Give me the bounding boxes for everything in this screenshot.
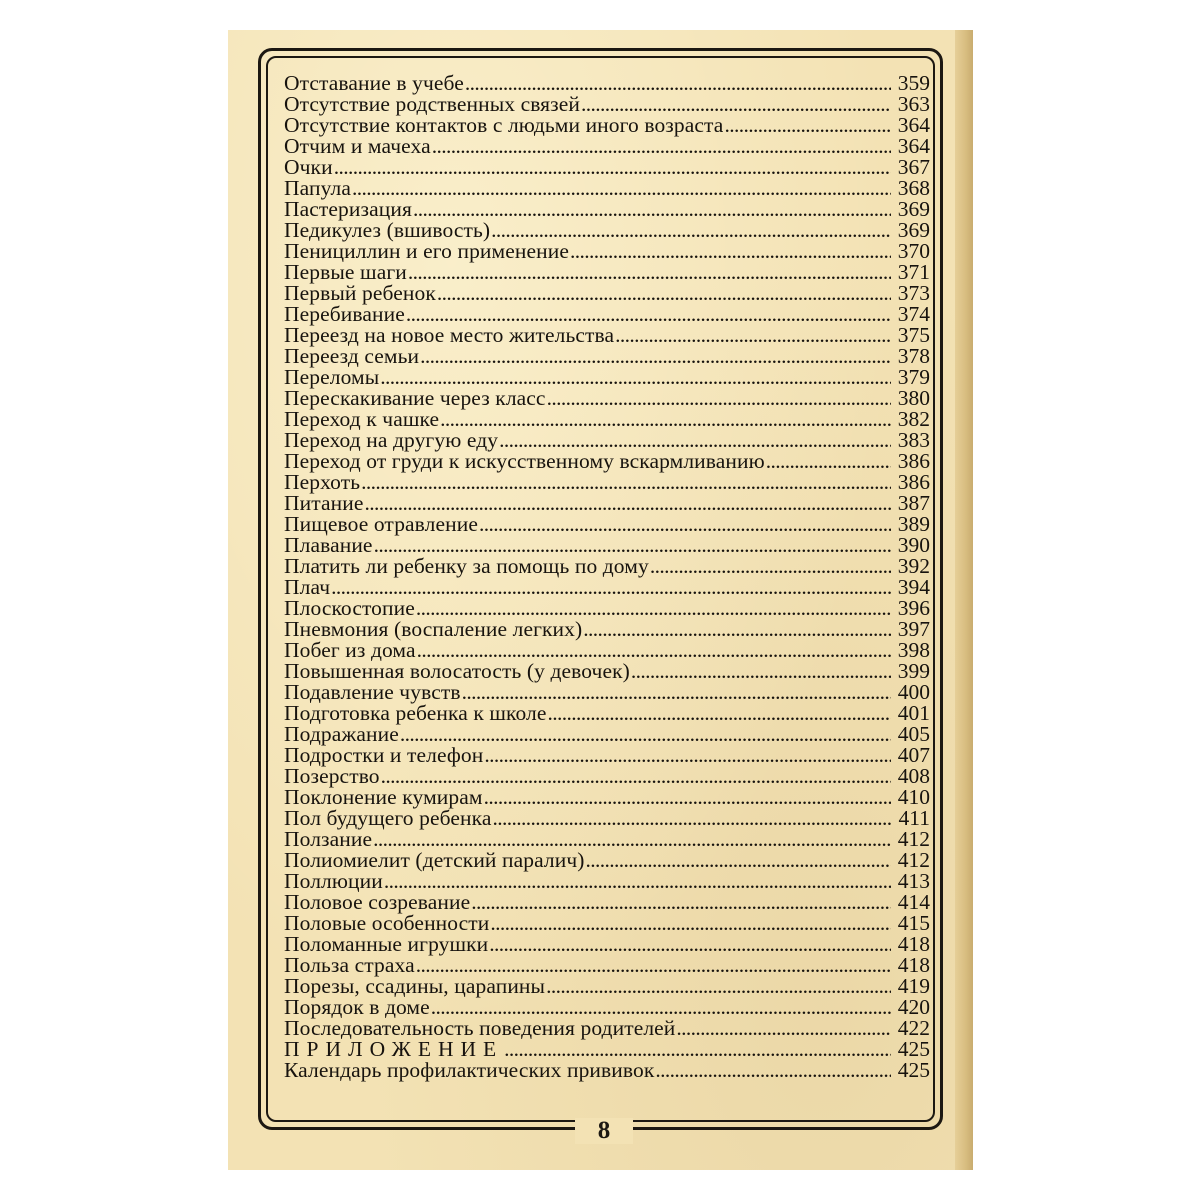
toc-entry xyxy=(284,199,930,220)
dot-leader xyxy=(548,703,892,724)
toc-entry xyxy=(284,262,930,283)
toc-entry xyxy=(284,157,930,178)
toc-entry-title: Позерство xyxy=(284,764,380,788)
dot-leader xyxy=(361,472,891,493)
toc-entry-title: Последовательность поведения родителей xyxy=(284,1016,676,1040)
dot-leader xyxy=(440,409,891,430)
toc-entry-page: 368 xyxy=(897,176,930,200)
toc-entry xyxy=(284,220,930,241)
toc-entry xyxy=(284,73,930,94)
toc-entry xyxy=(284,472,930,493)
toc-entry xyxy=(284,976,930,997)
dot-leader xyxy=(631,661,891,682)
page-number: 8 xyxy=(597,1117,611,1144)
toc-entry xyxy=(284,493,930,514)
toc-entry-title: Календарь профилактических прививок xyxy=(284,1058,655,1082)
dot-leader xyxy=(431,997,891,1018)
toc-entry-title: Порядок в доме xyxy=(284,995,430,1019)
dot-leader xyxy=(583,619,891,640)
page-edge xyxy=(955,30,973,1170)
toc-entry-title: Поллюции xyxy=(284,869,383,893)
dot-leader xyxy=(334,157,891,178)
toc-entry-title: Подавление чувств xyxy=(284,680,461,704)
toc-entry-page: 374 xyxy=(897,302,930,326)
toc-entry xyxy=(284,619,930,640)
dot-leader xyxy=(479,514,891,535)
toc-entry xyxy=(284,304,930,325)
toc-entry xyxy=(284,661,930,682)
toc-entry-title: Переход от груди к искусственному вскармливанию xyxy=(284,449,765,473)
toc-entry-page: 380 xyxy=(897,386,930,410)
dot-leader xyxy=(570,241,891,262)
toc-entry-page: 386 xyxy=(897,449,930,473)
toc-entry-title: Платить ли ребенку за помощь по дому xyxy=(284,554,649,578)
toc-entry xyxy=(284,703,930,724)
toc-entry-page: 401 xyxy=(897,701,930,725)
toc-entry xyxy=(284,514,930,535)
toc-entry xyxy=(284,388,930,409)
toc-entry-title: Отсутствие контактов с людьми иного возраста xyxy=(284,113,724,137)
toc-entry-title: Польза страха xyxy=(284,953,415,977)
toc-entry-title: Переломы xyxy=(284,365,380,389)
toc-entry xyxy=(284,94,930,115)
toc-entry-title: Плавание xyxy=(284,533,373,557)
dot-leader xyxy=(766,451,891,472)
toc-entry xyxy=(284,955,930,976)
dot-leader xyxy=(489,934,891,955)
toc-entry xyxy=(284,997,930,1018)
toc-entry xyxy=(284,1060,930,1081)
toc-entry-page: 387 xyxy=(897,491,930,515)
toc-entry-page: 413 xyxy=(897,869,930,893)
toc-entry-page: 410 xyxy=(897,785,930,809)
toc-entry-page: 371 xyxy=(897,260,930,284)
table-of-contents xyxy=(284,73,930,1081)
dot-leader xyxy=(491,220,891,241)
toc-entry xyxy=(284,745,930,766)
toc-entry-page: 389 xyxy=(897,512,930,536)
toc-entry-page: 412 xyxy=(897,848,930,872)
toc-entry-title: ПРИЛОЖЕНИЕ xyxy=(284,1037,504,1061)
dot-leader xyxy=(365,493,892,514)
dot-leader xyxy=(547,388,891,409)
toc-entry-page: 405 xyxy=(897,722,930,746)
dot-leader xyxy=(420,346,891,367)
toc-entry-page: 369 xyxy=(897,218,930,242)
toc-entry xyxy=(284,430,930,451)
dot-leader xyxy=(380,367,891,388)
toc-entry xyxy=(284,1039,930,1060)
toc-entry-title: Пневмония (воспаление легких) xyxy=(284,617,583,641)
toc-entry xyxy=(284,934,930,955)
dot-leader xyxy=(581,94,891,115)
toc-entry-page: 369 xyxy=(897,197,930,221)
dot-leader xyxy=(416,955,891,976)
toc-entry xyxy=(284,682,930,703)
toc-entry xyxy=(284,724,930,745)
toc-entry-title: Перхоть xyxy=(284,470,361,494)
toc-entry xyxy=(284,241,930,262)
toc-entry-title: Поклонение кумирам xyxy=(284,785,483,809)
toc-entry-page: 425 xyxy=(897,1058,930,1082)
dot-leader xyxy=(586,850,891,871)
toc-entry-page: 411 xyxy=(898,806,930,830)
toc-entry-page: 370 xyxy=(897,239,930,263)
toc-entry-title: Педикулез (вшивость) xyxy=(284,218,491,242)
toc-entry-title: Половое созревание xyxy=(284,890,471,914)
dot-leader xyxy=(413,199,891,220)
dot-leader xyxy=(331,577,891,598)
toc-entry-title: Ползание xyxy=(284,827,373,851)
toc-entry xyxy=(284,367,930,388)
toc-entry xyxy=(284,325,930,346)
toc-entry-title: Отставание в учебе xyxy=(284,71,464,95)
dot-leader xyxy=(504,1039,891,1060)
toc-entry-title: Пол будущего ребенка xyxy=(284,806,492,830)
dot-leader xyxy=(465,73,891,94)
toc-entry-page: 375 xyxy=(897,323,930,347)
toc-entry-page: 364 xyxy=(897,134,930,158)
dot-leader xyxy=(492,808,891,829)
dot-leader xyxy=(406,304,891,325)
toc-entry-page: 425 xyxy=(897,1037,930,1061)
toc-entry-page: 379 xyxy=(897,365,930,389)
toc-entry-title: Переезд на новое место жительства xyxy=(284,323,615,347)
toc-entry-page: 364 xyxy=(897,113,930,137)
dot-leader xyxy=(384,871,891,892)
toc-entry-page: 422 xyxy=(897,1016,930,1040)
toc-entry-page: 394 xyxy=(897,575,930,599)
toc-entry-page: 398 xyxy=(897,638,930,662)
toc-entry-title: Плач xyxy=(284,575,331,599)
toc-entry-title: Переход к чашке xyxy=(284,407,440,431)
toc-entry-title: Подготовка ребенка к школе xyxy=(284,701,547,725)
dot-leader xyxy=(437,283,891,304)
dot-leader xyxy=(490,913,891,934)
toc-entry-title: Папула xyxy=(284,176,351,200)
toc-entry xyxy=(284,766,930,787)
toc-entry xyxy=(284,577,930,598)
toc-entry-page: 386 xyxy=(897,470,930,494)
dot-leader xyxy=(432,136,891,157)
toc-entry xyxy=(284,409,930,430)
toc-entry-page: 418 xyxy=(897,953,930,977)
toc-entry xyxy=(284,178,930,199)
toc-entry-page: 414 xyxy=(897,890,930,914)
dot-leader xyxy=(408,262,891,283)
toc-entry-title: Побег из дома xyxy=(284,638,416,662)
toc-entry-title: Подростки и телефон xyxy=(284,743,484,767)
toc-entry-title: Первые шаги xyxy=(284,260,407,284)
toc-entry-page: 378 xyxy=(897,344,930,368)
dot-leader xyxy=(374,535,891,556)
toc-entry xyxy=(284,829,930,850)
toc-entry xyxy=(284,598,930,619)
dot-leader xyxy=(650,556,891,577)
toc-entry-page: 407 xyxy=(897,743,930,767)
toc-entry xyxy=(284,892,930,913)
toc-entry-title: Плоскостопие xyxy=(284,596,415,620)
toc-entry-page: 396 xyxy=(897,596,930,620)
toc-entry xyxy=(284,1018,930,1039)
toc-entry-title: Поломанные игрушки xyxy=(284,932,489,956)
toc-entry-title: Отсутствие родственных связей xyxy=(284,92,581,116)
toc-entry-title: Полиомиелит (детский паралич) xyxy=(284,848,585,872)
toc-entry xyxy=(284,136,930,157)
toc-entry xyxy=(284,451,930,472)
dot-leader xyxy=(416,598,891,619)
dot-leader xyxy=(655,1060,891,1081)
toc-entry-page: 392 xyxy=(897,554,930,578)
toc-entry-page: 359 xyxy=(897,71,930,95)
toc-entry-page: 383 xyxy=(897,428,930,452)
toc-entry xyxy=(284,535,930,556)
dot-leader xyxy=(352,178,891,199)
toc-entry-page: 419 xyxy=(897,974,930,998)
toc-entry-title: Пищевое отравление xyxy=(284,512,478,536)
toc-entry xyxy=(284,787,930,808)
toc-entry xyxy=(284,346,930,367)
toc-entry-title: Пастеризация xyxy=(284,197,412,221)
dot-leader xyxy=(676,1018,891,1039)
dot-leader xyxy=(381,766,891,787)
toc-entry-title: Повышенная волосатость (у девочек) xyxy=(284,659,630,683)
toc-entry-title: Половые особенности xyxy=(284,911,490,935)
toc-entry xyxy=(284,115,930,136)
dot-leader xyxy=(462,682,891,703)
toc-entry-title: Очки xyxy=(284,155,333,179)
toc-entry-page: 412 xyxy=(897,827,930,851)
toc-entry-page: 382 xyxy=(897,407,930,431)
toc-entry xyxy=(284,871,930,892)
toc-entry-page: 397 xyxy=(897,617,930,641)
toc-entry-title: Подражание xyxy=(284,722,399,746)
toc-entry-title: Переезд семьи xyxy=(284,344,420,368)
toc-entry-page: 399 xyxy=(897,659,930,683)
toc-entry xyxy=(284,913,930,934)
dot-leader xyxy=(546,976,891,997)
dot-leader xyxy=(471,892,891,913)
dot-leader xyxy=(499,430,891,451)
toc-entry-page: 373 xyxy=(897,281,930,305)
dot-leader xyxy=(615,325,891,346)
toc-entry-title: Отчим и мачеха xyxy=(284,134,431,158)
toc-entry-page: 367 xyxy=(897,155,930,179)
dot-leader xyxy=(373,829,891,850)
toc-entry-title: Переход на другую еду xyxy=(284,428,499,452)
toc-entry-page: 420 xyxy=(897,995,930,1019)
toc-entry-page: 418 xyxy=(897,932,930,956)
toc-entry xyxy=(284,556,930,577)
dot-leader xyxy=(400,724,891,745)
toc-entry-page: 390 xyxy=(897,533,930,557)
toc-entry-title: Первый ребенок xyxy=(284,281,436,305)
toc-entry-page: 415 xyxy=(897,911,930,935)
toc-entry-title: Перебивание xyxy=(284,302,405,326)
toc-entry-page: 408 xyxy=(897,764,930,788)
toc-entry-page: 363 xyxy=(897,92,930,116)
toc-entry-title: Питание xyxy=(284,491,364,515)
dot-leader xyxy=(724,115,891,136)
toc-entry xyxy=(284,808,930,829)
toc-entry-title: Перескакивание через класс xyxy=(284,386,546,410)
toc-entry xyxy=(284,850,930,871)
toc-entry-page: 400 xyxy=(897,680,930,704)
toc-entry xyxy=(284,283,930,304)
toc-entry-title: Пенициллин и его применение xyxy=(284,239,569,263)
dot-leader xyxy=(417,640,891,661)
dot-leader xyxy=(484,745,891,766)
toc-entry xyxy=(284,640,930,661)
dot-leader xyxy=(484,787,891,808)
toc-entry-title: Порезы, ссадины, царапины xyxy=(284,974,546,998)
